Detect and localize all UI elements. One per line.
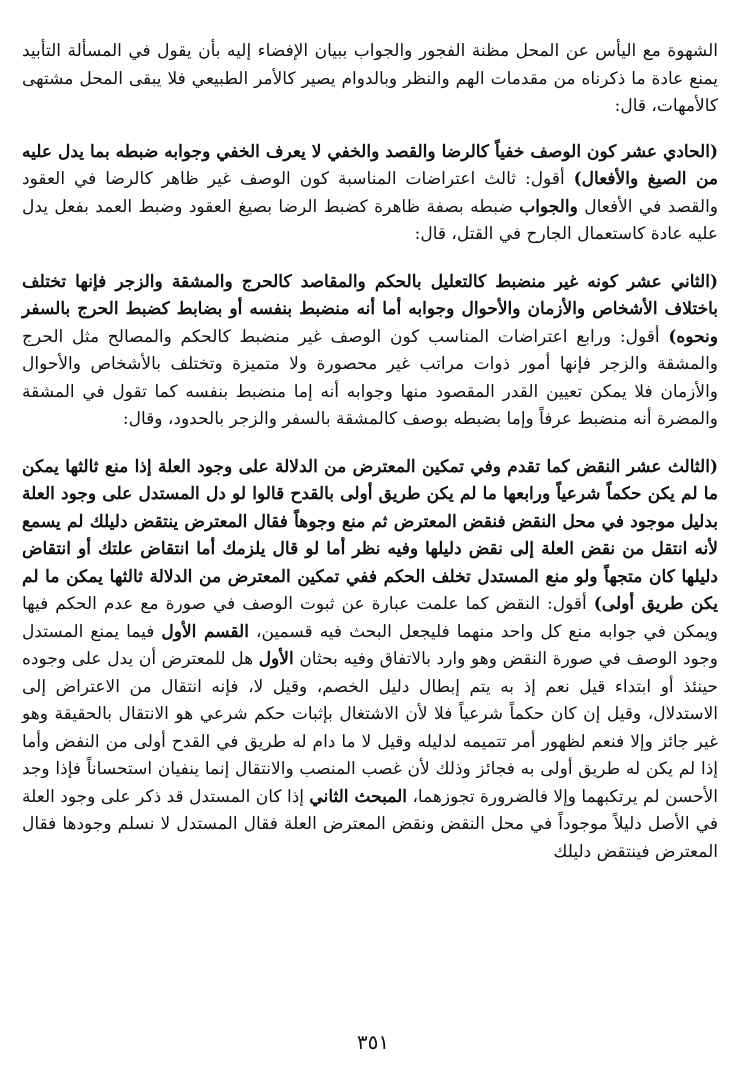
bold-text-segment: المبحث الثاني — [309, 786, 408, 807]
bold-text-segment: القسم الأول — [161, 621, 249, 642]
bold-text-segment: والجواب — [519, 196, 578, 217]
bold-text-segment: الأول — [258, 649, 294, 669]
text-segment: فيما يمنع المستدل وجود الوصف في صورة النقض وهو وارد بالاتفاق وفيه بحثان — [22, 621, 718, 669]
text-segment: أقول: ثالث اعتراضات المناسبة كون الوصف غير ظاهر كالرضا في العقود والقصد في الأفعال — [22, 169, 718, 217]
text-segment: أقول: النقض كما علمت عبارة عن ثبوت الوصف في صورة مع عدم الحكم فيها ويمكن في جوابه منع كل واحد منهما فليجعل البحث فيه قسمين، — [22, 594, 718, 642]
text-segment: إذا كان المستدل قد ذكر على وجود العلة في الأصل دليلاً موجوداً في محل النقض ونقض المعترض العلة فقال المستدل لا نسلم وجودها فقال المعترض فينتقض دليلك — [22, 786, 718, 862]
text-segment: الشهوة مع اليأس عن المحل مظنة الفجور والجواب ببيان الإفضاء إليه بأن يقول في المسألة التأبيد يمنع عادة ما ذكرناه من مقدمات الهم والنظر وبالدوام يصير كالأمر الطبيعي فلا يبقى المحل مشتهى كالأمهات، قال: — [22, 41, 718, 116]
paragraph-3 — [22, 269, 718, 434]
paragraph-1 — [22, 38, 718, 121]
bold-text-segment: (الثالث عشر النقض كما تقدم وفي تمكين المعترض من الدلالة على وجود العلة إذا منع ثالثها يمكن ما لم يكن حكماً شرعياً ورابعها ما لم يكن طريق أولى بالقدح قالوا لو دل المستدل على وجود العلة بدليل موجود في محل النقض فنقض المعترض ثم منع وجوهاً فقال المعترض ينتقض دليلك لم يسمع لأنه انتقل من نقض العلة إلى نقض دليلها وفيه نظر أما لو قال يلزمك أما انتقاض علتك أو انتقاض دليلها كان متجهاً ولو منع المستدل تخلف الحكم ففي تمكين المعترض من الدلالة ثالثها يمكن ما لم يكن طريق أولى) — [22, 456, 718, 614]
text-segment: أقول: ورابع اعتراضات المناسب كون الوصف غير منضبط كالحكم والمصالح مثل الحرج والمشقة والزجر فإنها أمور ذوات مراتب غير محصورة ولا متميزة وتختلف بالأشخاص والأحوال والأزمان فلا يمكن تعيين القدر المقصود منها وجوابه أنه إما منضبط بنفسه كما تقول في المشقة والمضرة أنه منضبط عرفاً وإما بضبطه بوصف كالمشقة بالسفر والزجر بالحدود، وقال: — [22, 326, 718, 429]
page-number: ٣٥١ — [356, 1030, 390, 1054]
text-segment: هل للمعترض أن يدل على وجوده حينئذ أو ابتداء قيل نعم إذ به يتم إبطال دليل الخصم، وقيل لا، فإنه انتقال من الاعتراض إلى الاستدلال، وقيل إن كان حكماً شرعياً فلا لأن الاشتغال بإثبات حكم شرعي هو الانتقال بالحقيقة وهو غير جائز وإلا فنعم لظهور أمر تتميمه لدليله وقيل لا ما دام له طريق في القدح أولى من النفض وأما إذا لم يكن له طريق أولى به فجائز وذلك لأن غصب المنصب والانتقال إنما ينفيان استحساناً فإذا وجد الأحسن لم يرتكبهما وإلا فالضرورة تجوزهما، — [22, 649, 719, 807]
text-segment: ضبطه بصفة ظاهرة كضبط الرضا بصيغ العقود وضبط العمد بفعل يدل عليه عادة كاستعمال الجارح في القتل، قال: — [22, 196, 718, 244]
bold-text-segment: (الحادي عشر كون الوصف خفياً كالرضا والقصد والخفي لا يعرف الخفي وجوابه ضبطه بما يدل عليه من الصيغ والأفعال) — [22, 141, 718, 189]
document-page — [22, 38, 718, 886]
paragraph-2 — [22, 139, 718, 249]
bold-text-segment: (الثاني عشر كونه غير منضبط كالتعليل بالحكم والمقاصد كالحرج والمشقة والزجر فإنها تختلف باختلاف الأشخاص والأزمان والأحوال وجوابه أما أنه منضبط بنفسه أو بضابط كضبط الحرج بالسفر ونحوه) — [22, 271, 718, 347]
paragraph-4 — [22, 454, 718, 867]
